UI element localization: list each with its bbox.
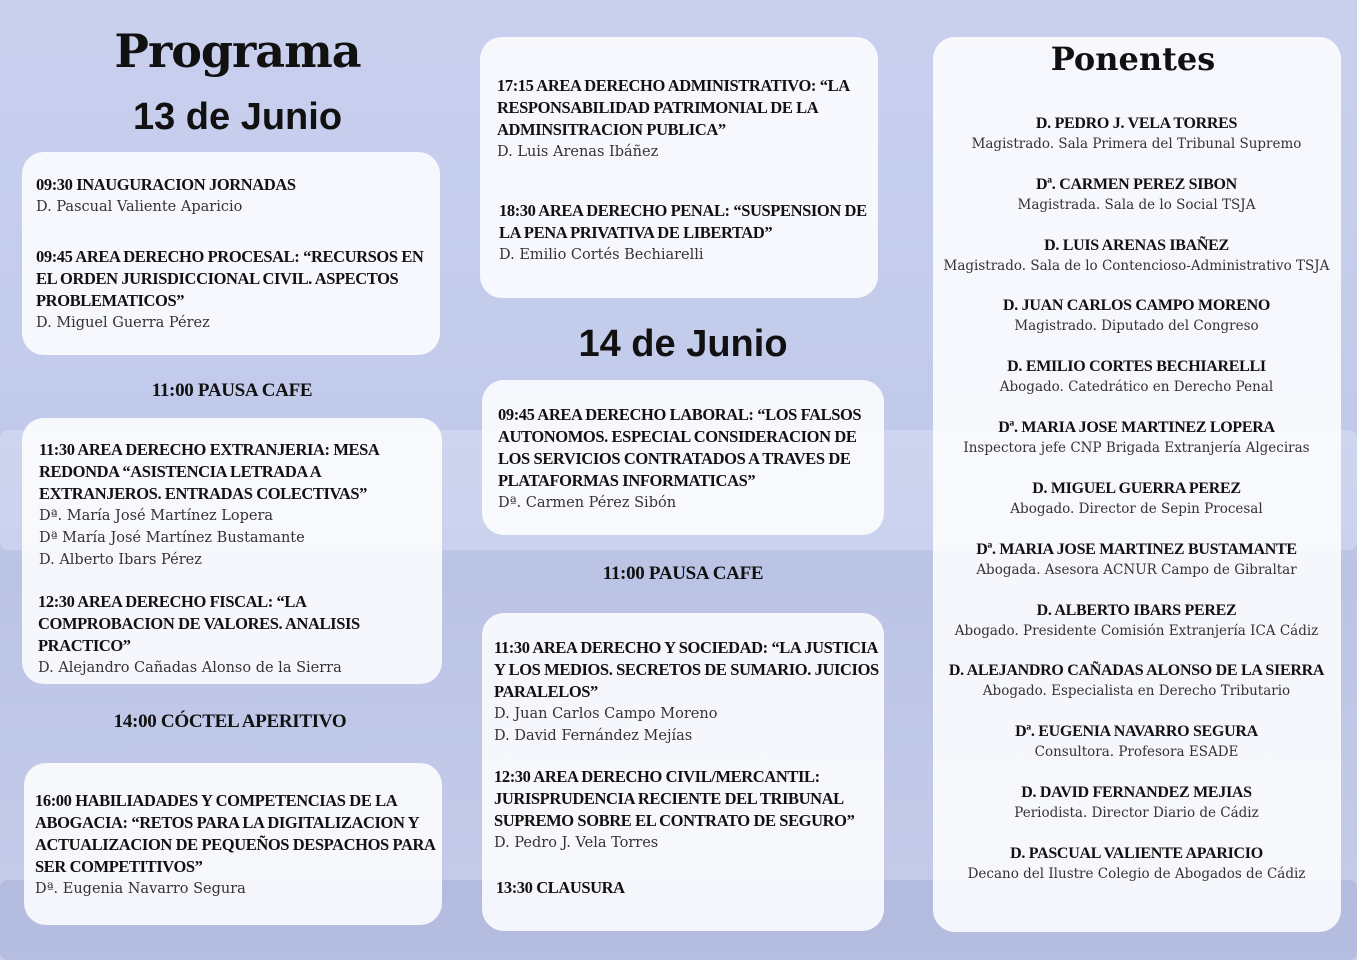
ponente-item <box>933 722 1340 763</box>
session-civil-mercantil <box>494 766 859 854</box>
pausa-cafe-13: 11:00 PAUSA CAFE <box>151 380 313 401</box>
session-speaker: Dª. María José Martínez Lopera <box>39 508 274 524</box>
ponente-role: Abogado. Director de Sepin Procesal <box>1010 501 1263 517</box>
ponente-name: D. LUIS ARENAS IBAÑEZ <box>1044 237 1229 254</box>
ponente-role: Abogado. Especialista en Derecho Tributario <box>982 683 1291 699</box>
session-speaker: D. Alberto Ibars Pérez <box>39 552 202 568</box>
ponente-role: Decano del Ilustre Colegio de Abogados de Cádiz <box>967 866 1306 882</box>
ponente-item <box>933 418 1340 459</box>
session-laboral <box>498 404 868 514</box>
ponente-name: Dª. EUGENIA NAVARRO SEGURA <box>1015 723 1258 740</box>
ponente-role: Abogada. Asesora ACNUR Campo de Gibraltar <box>976 562 1297 578</box>
session-title: 11:30 AREA DERECHO Y SOCIEDAD: “LA JUSTICIA Y LOS MEDIOS. SECRETOS DE SUMARIO. JUICIOS PARALELOS” <box>494 638 879 701</box>
session-speaker: Dª. Eugenia Navarro Segura <box>35 881 246 897</box>
ponente-item <box>933 540 1340 581</box>
ponente-name: D. ALEJANDRO CAÑADAS ALONSO DE LA SIERRA <box>948 662 1325 679</box>
pausa-cafe-14: 11:00 PAUSA CAFE <box>602 563 764 584</box>
coctel-aperitivo: 14:00 CÓCTEL APERITIVO <box>113 711 347 732</box>
session-penal <box>499 200 874 266</box>
session-speaker: D. Juan Carlos Campo Moreno <box>494 706 718 722</box>
session-title: 12:30 AREA DERECHO CIVIL/MERCANTIL: JURISPRUDENCIA RECIENTE DEL TRIBUNAL SUPREMO SOBRE EL CONTRATO DE SEGURO” <box>494 767 855 830</box>
ponente-item <box>933 661 1340 702</box>
ponente-item <box>933 175 1340 216</box>
ponentes-title: Ponentes <box>1050 40 1216 78</box>
session-title: 09:30 INAUGURACION JORNADAS <box>36 175 296 194</box>
programa-title: Programa <box>114 24 361 78</box>
session-title: 09:45 AREA DERECHO PROCESAL: “RECURSOS EN EL ORDEN JURISDICCIONAL CIVIL. ASPECTOS PROBLEMATICOS” <box>36 247 424 310</box>
session-title: 16:00 HABILIADADES Y COMPETENCIAS DE LA ABOGACIA: “RETOS PARA LA DIGITALIZACION Y ACTUALIZACION DE PEQUEÑOS DESPACHOS PARA SER COMPETITIVOS” <box>35 791 435 876</box>
session-title: 12:30 AREA DERECHO FISCAL: “LA COMPROBACION DE VALORES. ANALISIS PRACTICO” <box>38 592 360 655</box>
ponente-name: D. PEDRO J. VELA TORRES <box>1035 115 1238 132</box>
date-13-junio: 13 de Junio <box>132 96 343 138</box>
session-speaker: D. Alejandro Cañadas Alonso de la Sierra <box>38 660 342 676</box>
session-inauguracion <box>36 174 428 218</box>
session-speaker: D. Pascual Valiente Aparicio <box>36 199 243 215</box>
ponente-role: Inspectora jefe CNP Brigada Extranjería Algeciras <box>963 440 1310 456</box>
ponente-item <box>933 114 1340 155</box>
session-sociedad <box>494 637 879 747</box>
ponente-item <box>933 296 1340 337</box>
ponente-name: Dª. CARMEN PEREZ SIBON <box>1036 176 1237 193</box>
ponente-role: Periodista. Director Diario de Cádiz <box>1014 805 1259 821</box>
ponente-name: D. DAVID FERNANDEZ MEJIAS <box>1021 784 1252 801</box>
ponente-item <box>933 357 1340 398</box>
session-procesal <box>36 246 428 334</box>
session-extranjeria <box>39 439 439 571</box>
session-administrativo <box>497 75 862 163</box>
session-title: 09:45 AREA DERECHO LABORAL: “LOS FALSOS AUTONOMOS. ESPECIAL CONSIDERACION DE LOS SERVICIOS CONTRATADOS A TRAVES DE PLATAFORMAS INFORMATICAS” <box>498 405 862 490</box>
ponente-item <box>933 479 1340 520</box>
session-title: 11:30 AREA DERECHO EXTRANJERIA: MESA REDONDA “ASISTENCIA LETRADA A EXTRANJEROS. ENTRADAS COLECTIVAS” <box>39 440 379 503</box>
ponente-item <box>933 783 1340 824</box>
session-speaker: Dª María José Martínez Bustamante <box>39 530 305 546</box>
session-fiscal <box>38 591 368 679</box>
session-title: 18:30 AREA DERECHO PENAL: “SUSPENSION DE LA PENA PRIVATIVA DE LIBERTAD” <box>499 201 867 242</box>
session-title: 13:30 CLAUSURA <box>496 878 625 897</box>
ponente-role: Magistrado. Sala de lo Contencioso-Administrativo TSJA <box>943 258 1330 274</box>
session-speaker: D. David Fernández Mejías <box>494 728 693 744</box>
ponente-name: D. PASCUAL VALIENTE APARICIO <box>1010 845 1263 862</box>
ponente-item <box>933 601 1340 642</box>
session-title: 17:15 AREA DERECHO ADMINISTRATIVO: “LA RESPONSABILIDAD PATRIMONIAL DE LA ADMINSITRACION PUBLICA” <box>497 76 849 139</box>
ponente-item <box>933 844 1340 885</box>
session-habilidades <box>35 790 435 900</box>
session-speaker: D. Emilio Cortés Bechiarelli <box>499 247 704 263</box>
session-speaker: D. Miguel Guerra Pérez <box>36 315 210 331</box>
date-14-junio: 14 de Junio <box>578 323 788 365</box>
session-clausura <box>496 877 861 899</box>
session-speaker: Dª. Carmen Pérez Sibón <box>498 495 677 511</box>
ponente-role: Magistrada. Sala de lo Social TSJA <box>1017 197 1256 213</box>
ponente-item <box>933 236 1340 277</box>
ponente-role: Magistrado. Sala Primera del Tribunal Supremo <box>971 136 1302 152</box>
ponente-role: Magistrado. Diputado del Congreso <box>1014 318 1259 334</box>
ponente-name: Dª. MARIA JOSE MARTINEZ LOPERA <box>998 419 1275 436</box>
ponente-role: Abogado. Catedrático en Derecho Penal <box>999 379 1274 395</box>
ponente-name: Dª. MARIA JOSE MARTINEZ BUSTAMANTE <box>976 541 1297 558</box>
ponente-name: D. ALBERTO IBARS PEREZ <box>1036 602 1237 619</box>
ponente-name: D. EMILIO CORTES BECHIARELLI <box>1007 358 1266 375</box>
session-speaker: D. Luis Arenas Ibáñez <box>497 144 659 160</box>
session-speaker: D. Pedro J. Vela Torres <box>494 835 659 851</box>
ponente-role: Abogado. Presidente Comisión Extranjería ICA Cádiz <box>954 623 1319 639</box>
ponente-name: D. MIGUEL GUERRA PEREZ <box>1032 480 1241 497</box>
ponente-role: Consultora. Profesora ESADE <box>1034 744 1239 760</box>
ponente-name: D. JUAN CARLOS CAMPO MORENO <box>1002 297 1270 314</box>
